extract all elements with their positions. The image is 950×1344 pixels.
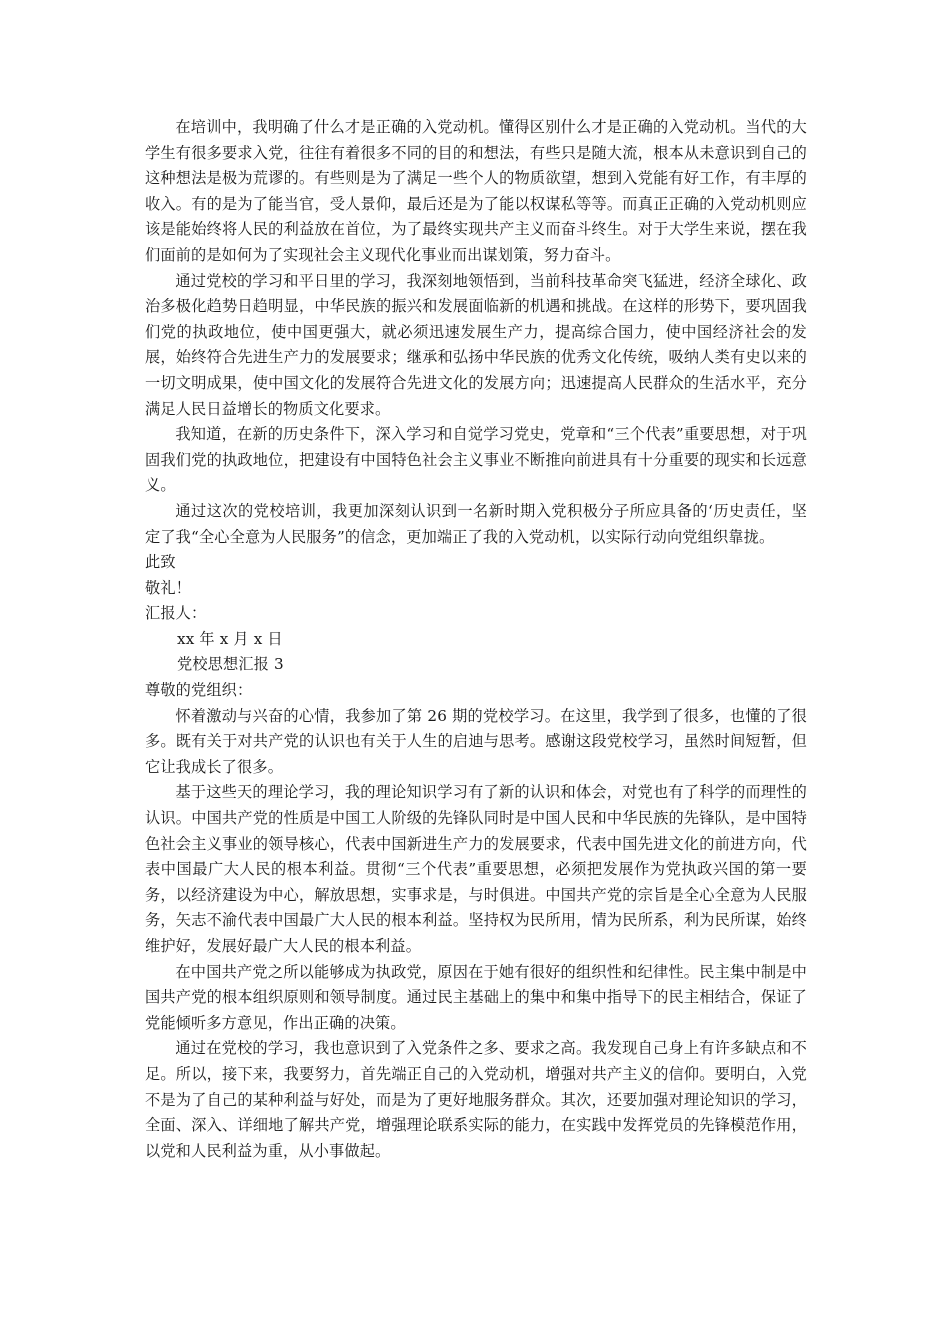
closing-date: xx 年 x 月 x 日: [177, 629, 283, 648]
paragraph-self-improvement: 通过在党校的学习，我也意识到了入党条件之多、要求之高。我发现自己身上有许多缺点和不足。所以，接下来，我要努力，首先端正自己的入党动机，增强对共产主义的信仰。要明白，入党不是为了自己的某种利益与好处，而是为了更好地服务群众。其次，还要加强对理论知识的学习，全面、深入、详细地了解共产党，增强理论联系实际的能力，在实践中发挥党员的先锋模范作用，以党和人民利益为重，从小事做起。: [145, 1039, 807, 1160]
paragraph-excitement: 怀着激动与兴奋的心情，我参加了第 26 期的党校学习。在这里，我学到了很多，也懂的了很多。既有关于对共产党的认识也有关于人生的启迪与思考。感谢这段党校学习，虽然时间短暂，但它让我成长了很多。: [145, 706, 807, 776]
paragraph-historical-conditions: 我知道，在新的历史条件下，深入学习和自觉学习党史，党章和“三个代表”重要思想，对于巩固我们党的执政地位，把建设有中国特色社会主义事业不断推向前进具有十分重要的现实和长远意义。: [145, 425, 807, 495]
closing-salutation: 此致: [145, 553, 176, 572]
paragraph-theory-study: 基于这些天的理论学习，我的理论知识学习有了新的认识和体会，对党也有了科学的而理性的认识。中国共产党的性质是中国工人阶级的先锋队同时是中国人民和中华民族的先锋队，是中国特色社会主义事业的领导核心，代表中国新进生产力的发展要求，代表中国先进文化的前进方向，代表中国最广大人民的根本利益。贯彻“三个代表”重要思想，必须把发展作为党执政兴国的第一要务，以经济建设为中心，解放思想，实事求是，与时俱进。中国共产党的宗旨是全心全意为人民服务，矢志不渝代表中国最广大人民的根本利益。坚持权为民所用，情为民所系，利为民所谋，始终维护好，发展好最广大人民的根本利益。: [145, 783, 807, 955]
closing-respect: 敬礼！: [145, 578, 192, 597]
paragraph-entry-motivation: 在培训中，我明确了什么才是正确的入党动机。懂得区别什么才是正确的入党动机。当代的大学生有很多要求入党，往往有着很多不同的目的和想法，有些只是随大流，根本从未意识到自己的这种想法是极为荒谬的。有些则是为了满足一些个人的物质欲望，想到入党能有好工作，有丰厚的收入。有的是为了能当官，受人景仰，最后还是为了能以权谋私等等。而真正正确的入党动机则应该是能始终将人民的利益放在首位，为了最终实现共产主义而奋斗终生。对于大学生来说，摆在我们面前的是如何为了实现社会主义现代化事业而出谋划策，努力奋斗。: [145, 118, 807, 264]
greeting: 尊敬的党组织：: [145, 681, 253, 700]
section-title: 党校思想汇报 3: [177, 655, 284, 674]
paragraph-ruling-party: 在中国共产党之所以能够成为执政党，原因在于她有很好的组织性和纪律性。民主集中制是中国共产党的根本组织原则和领导制度。通过民主基础上的集中和集中指导下的民主相结合，保证了党能倾听多方意见，作出正确的决策。: [145, 962, 807, 1032]
paragraph-training-conclusion: 通过这次的党校培训，我更加深刻认识到一名新时期入党积极分子所应具备的‘历史责任，坚定了我“全心全意为人民服务”的信念，更加端正了我的入党动机，以实际行动向党组织靠拢。: [145, 501, 807, 546]
paragraph-party-school-learning: 通过党校的学习和平日里的学习，我深刻地领悟到，当前科技革命突飞猛进，经济全球化、政治多极化趋势日趋明显，中华民族的振兴和发展面临新的机遇和挑战。在这样的形势下，要巩固我们党的执政地位，使中国更强大，就必须迅速发展生产力，提高综合国力，使中国经济社会的发展，始终符合先进生产力的发展要求；继承和弘扬中华民族的优秀文化传统，吸纳人类有史以来的一切文明成果，使中国文化的发展符合先进文化的发展方向；迅速提高人民群众的生活水平，充分满足人民日益增长的物质文化要求。: [145, 271, 807, 418]
document-body: [145, 115, 807, 1164]
closing-reporter: 汇报人：: [145, 604, 207, 623]
